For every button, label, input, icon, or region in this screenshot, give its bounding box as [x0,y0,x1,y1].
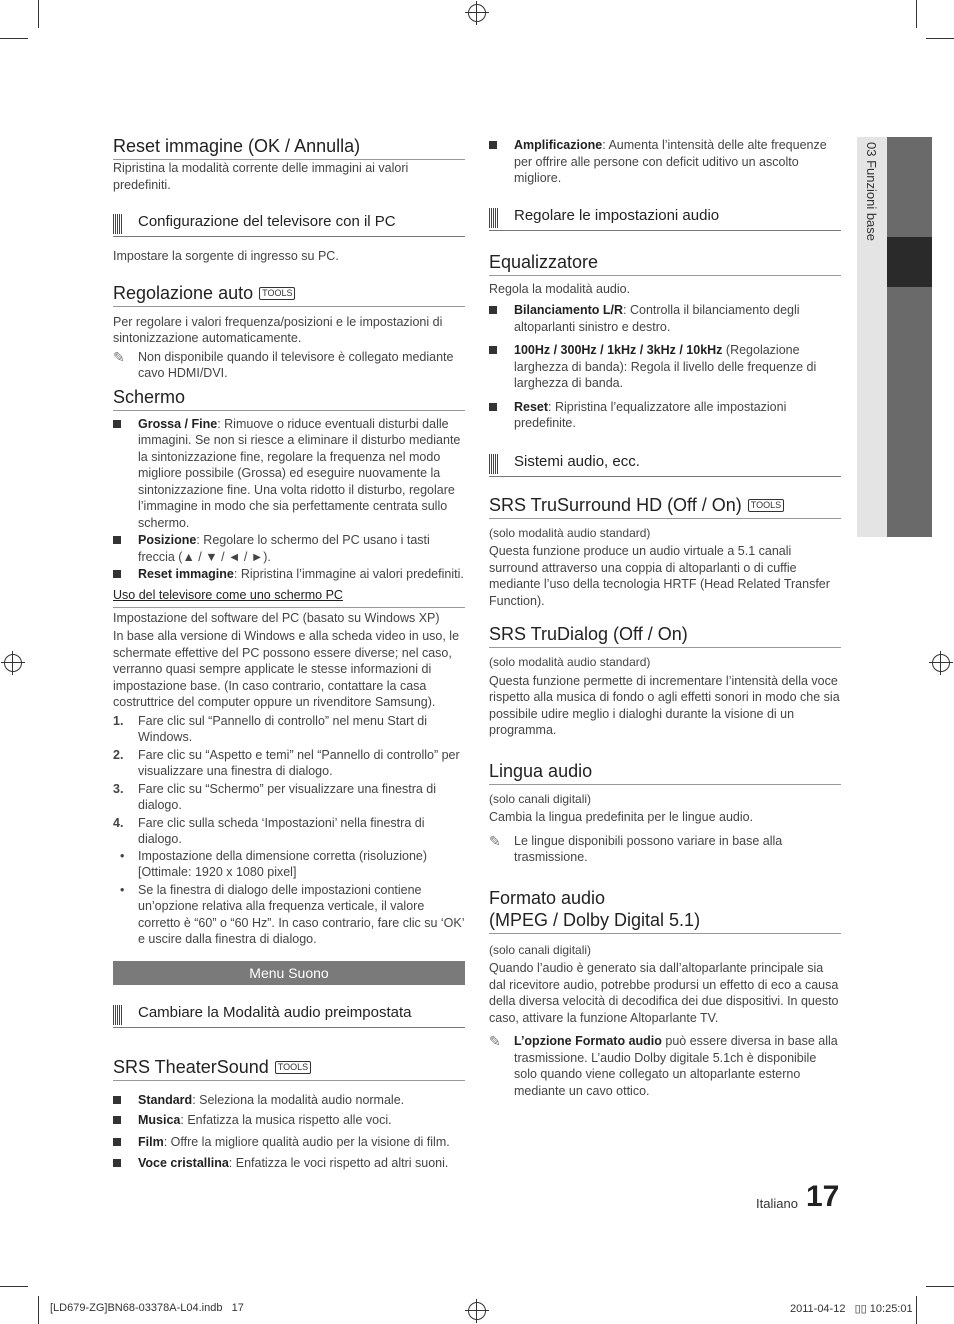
list-item [113,532,465,565]
square-bullet-icon [113,1138,121,1146]
lang-text: Cambia la lingua predefinita per le lingue audio. [489,810,754,824]
item-text: : Regolare lo schermo del PC usano i tasti freccia (▲ / ▼ / ◄ / ►). [138,533,430,564]
screen-list [113,416,465,583]
square-bullet-icon [113,420,121,428]
format-heading-1: Formato audio [489,887,606,908]
autoadj-heading [113,282,465,307]
crop-mark [38,0,39,28]
pc-use-text: In base alla versione di Windows e alla scheda video in uso, le schermate effettive del PC possono essere diverse; nel caso, verranno quasi sempre applicate le stesse informazioni di impostazione base. (In caso contrario, contattare la casa costruttrice del computer oppure un rivenditore Samsung). [113,629,460,709]
item-text: : Offre la migliore qualità audio per la visione di film. [163,1134,450,1149]
screen-heading: Schermo [113,386,465,411]
step-text: Fare clic su “Schermo” per visualizzare una finestra di dialogo. [138,781,437,812]
item-term: Grossa / Fine [138,416,218,431]
note-pencil-icon: ✎ [113,348,125,365]
trusurround-text: Questa funzione produce un audio virtuale a 5.1 canali surround attraverso una coppia di altoparlanti o di cuffie mediante l’uso della tecnologia HRTF (Head Related Transfer Function). [489,544,830,608]
registration-mark-icon [468,1302,486,1320]
item-text: (Regolazione larghezza di banda): Regola il livello delle frequenze di larghezza di banda. [514,343,817,390]
bar-icon [113,1005,123,1025]
square-bullet-icon [489,141,497,149]
eq-text: Regola la modalità audio. [489,281,631,296]
step-text: Fare clic su “Aspetto e temi” nel “Pannello di controllo” per visualizzare una finestra di dialogo. [138,747,460,778]
crop-mark [0,38,28,39]
footer-file: [LD679-ZG]BN68-03378A-L04.indb 17 [50,1302,244,1314]
item-term: Reset immagine [138,567,234,581]
bar-icon [489,208,499,228]
list-item [113,416,465,532]
dot-bullet-icon: • [120,882,125,897]
item-term: Musica [138,1113,181,1127]
audio-mode-subheading [113,1003,465,1028]
crop-mark [926,38,954,39]
lang-note-text: Le lingue disponibili possono variare in base alla trasmissione. [514,833,783,864]
audio-settings-title: Regolare le impostazioni audio [514,206,720,224]
side-tab-marker [887,237,932,287]
dot-bullet-icon: • [120,848,125,863]
step-item [113,713,465,746]
trusurround-heading [489,494,841,519]
trusurround-mode: (solo modalità audio standard) [489,525,651,540]
tools-badge: TOOLS [259,287,295,300]
pc-use-heading: Uso del televisore come uno schermo PC [113,587,343,602]
config-subheading [113,212,465,237]
systems-subheading [489,452,841,477]
side-tab-label: 03 Funzioni base [864,142,879,242]
lang-heading: Lingua audio [489,760,841,785]
step-text: Fare clic sulla scheda ‘Impostazioni’ nella finestra di dialogo. [138,815,425,846]
square-bullet-icon [113,570,121,578]
format-note-term: L’opzione Formato audio [514,1034,662,1048]
item-term: Reset [514,399,549,414]
list-item [489,302,841,335]
item-text: : Controlla il bilanciamento degli altoparlanti sinistro e destro. [514,303,800,334]
tools-badge: TOOLS [275,1061,311,1074]
config-text: Impostare la sorgente di ingresso su PC. [113,249,339,263]
square-bullet-icon [113,1159,121,1167]
square-bullet-icon [489,403,497,411]
square-bullet-icon [489,306,497,314]
crop-mark [0,1286,28,1287]
item-term: Posizione [138,533,197,547]
eq-heading: Equalizzatore [489,251,841,276]
autoadj-text: Per regolare i valori frequenza/posizioni e le impostazioni di sintonizzazione automaticamente. [113,314,443,345]
step-number: 3. [113,781,124,796]
dot-item [113,882,465,948]
page-number: 17 [806,1180,840,1213]
pc-use-sub: Impostazione del software del PC (basato su Windows XP) [113,607,465,627]
item-term: Film [138,1134,164,1149]
format-note-text: può essere diversa in base alla trasmissione. L’audio Dolby digitale 5.1ch è disponibile solo quando viene collegato un altoparlante esterno mediante un cavo ottico. [514,1034,838,1098]
list-item [113,1112,465,1129]
item-text: : Aumenta l’intensità delle alte frequenze per offrire alle persone con deficit uditivo un ascolto migliore. [514,138,827,185]
registration-mark-icon [4,654,22,672]
bar-icon [489,454,499,474]
side-tab-dark [887,137,932,537]
step-item [113,815,465,848]
list-item [113,1134,465,1151]
audio-mode-title: Cambiare la Modalità audio preimpostata [138,1003,412,1021]
tools-badge: TOOLS [748,499,784,512]
reset-text: Ripristina la modalità corrente delle immagini ai valori predefiniti. [113,161,409,192]
autoadj-note-text: Non disponibile quando il televisore è collegato mediante cavo HDMI/DVI. [138,349,454,380]
registration-mark-icon [932,654,950,672]
dot-text: Se la finestra di dialogo delle impostazioni contiene un’opzione relativa alla frequenza verticale, il valore corretto è “60” o “60 Hz”. In caso contrario, fare clic su ‘OK’ e uscire dalla finestra di dialogo. [138,882,465,946]
list-item [489,399,841,432]
item-term: Voce cristallina [138,1156,229,1170]
item-text: : Enfatizza la musica rispetto alle voci. [180,1113,392,1127]
steps-list [113,713,465,948]
item-text: : Seleziona la modalità audio normale. [192,1092,405,1107]
note-pencil-icon: ✎ [489,832,501,849]
footer-timestamp: 2011-04-12 ▯▯ 10:25:01 [790,1303,913,1315]
theater-title: SRS TheaterSound [113,1056,269,1077]
item-text: : Rimuove o riduce eventuali disturbi dalle immagini. Se non si riesce a eliminare il disturbo mediante la sintonizzazione fine, regolare la frequenza nel modo migliore possibile (Grossa) ed eseguire nuovamente la sintonizzazione fine. Una volta ridotto il disturbo, regolare l’immagine in modo che sia perfettamente centrata sullo schermo. [138,416,461,530]
format-heading-2: (MPEG / Dolby Digital 5.1) [489,909,841,934]
autoadj-title: Regolazione auto [113,282,254,303]
systems-title: Sistemi audio, ecc. [514,452,640,470]
menu-section-bar: Menu Suono [113,961,465,985]
bar-icon [113,214,123,234]
step-number: 1. [113,713,124,728]
dot-text: Impostazione della dimensione corretta (risoluzione) [Ottimale: 1920 x 1080 pixel] [138,848,428,879]
crop-mark [916,0,917,28]
list-item [113,1155,465,1172]
item-term: Standard [138,1092,193,1107]
format-text: Quando l’audio è generato sia dall’altoparlante principale sia dal ricevitore audio, potrebbe prodursi un effetto di eco a causa della diversa velocità di decodifica dei due dispositivi. In questo caso, attivare la funzione Altoparlante TV. [489,961,839,1025]
step-text: Fare clic sul “Pannello di controllo” nel menu Start di Windows. [138,713,428,744]
step-item [113,781,465,814]
step-item [113,747,465,780]
autoadj-note [113,349,465,382]
list-item [113,566,465,583]
left-column [113,135,465,1172]
registration-mark-icon [468,4,486,22]
crop-mark [926,1286,954,1287]
format-note [489,1033,841,1099]
item-text: : Ripristina l’equalizzatore alle impostazioni predefinite. [514,399,787,430]
eq-list [489,302,841,432]
crop-mark [916,1296,917,1324]
trudialog-heading: SRS TruDialog (Off / On) [489,623,841,648]
trudialog-text: Questa funzione permette di incrementare l’intensità della voce rispetto alla musica di fondo o agli effetti sonori in modo che sia possibile udire meglio i dialoghi durante la visione di un programma. [489,673,840,737]
list-item [489,342,841,392]
step-number: 4. [113,815,124,830]
theater-list [113,1092,465,1172]
item-text: : Ripristina l’immagine ai valori predefiniti. [233,567,464,581]
square-bullet-icon [113,1096,121,1104]
item-term: 100Hz / 300Hz / 1kHz / 3kHz / 10kHz [514,343,723,357]
lang-note [489,833,841,866]
dot-item [113,848,465,881]
note-pencil-icon: ✎ [489,1033,501,1049]
config-title: Configurazione del televisore con il PC [138,213,396,230]
list-item [489,137,841,187]
square-bullet-icon [489,346,497,354]
square-bullet-icon [113,536,121,544]
crop-mark [38,1296,39,1324]
audio-settings-subheading [489,206,841,231]
reset-heading: Reset immagine (OK / Annulla) [113,135,465,160]
theater-heading [113,1056,465,1081]
format-mode: (solo canali digitali) [489,942,592,957]
footer-language: Italiano [756,1196,798,1211]
item-term: Bilanciamento L/R [514,303,624,317]
trudialog-mode: (solo modalità audio standard) [489,655,651,669]
item-term: Amplificazione [514,138,603,152]
item-text: : Enfatizza le voci rispetto ad altri suoni. [228,1156,449,1170]
step-number: 2. [113,747,124,762]
right-column [489,135,841,1099]
trusurround-title: SRS TruSurround HD (Off / On) [489,494,742,515]
lang-mode: (solo canali digitali) [489,791,592,806]
square-bullet-icon [113,1116,121,1124]
list-item [113,1092,465,1109]
